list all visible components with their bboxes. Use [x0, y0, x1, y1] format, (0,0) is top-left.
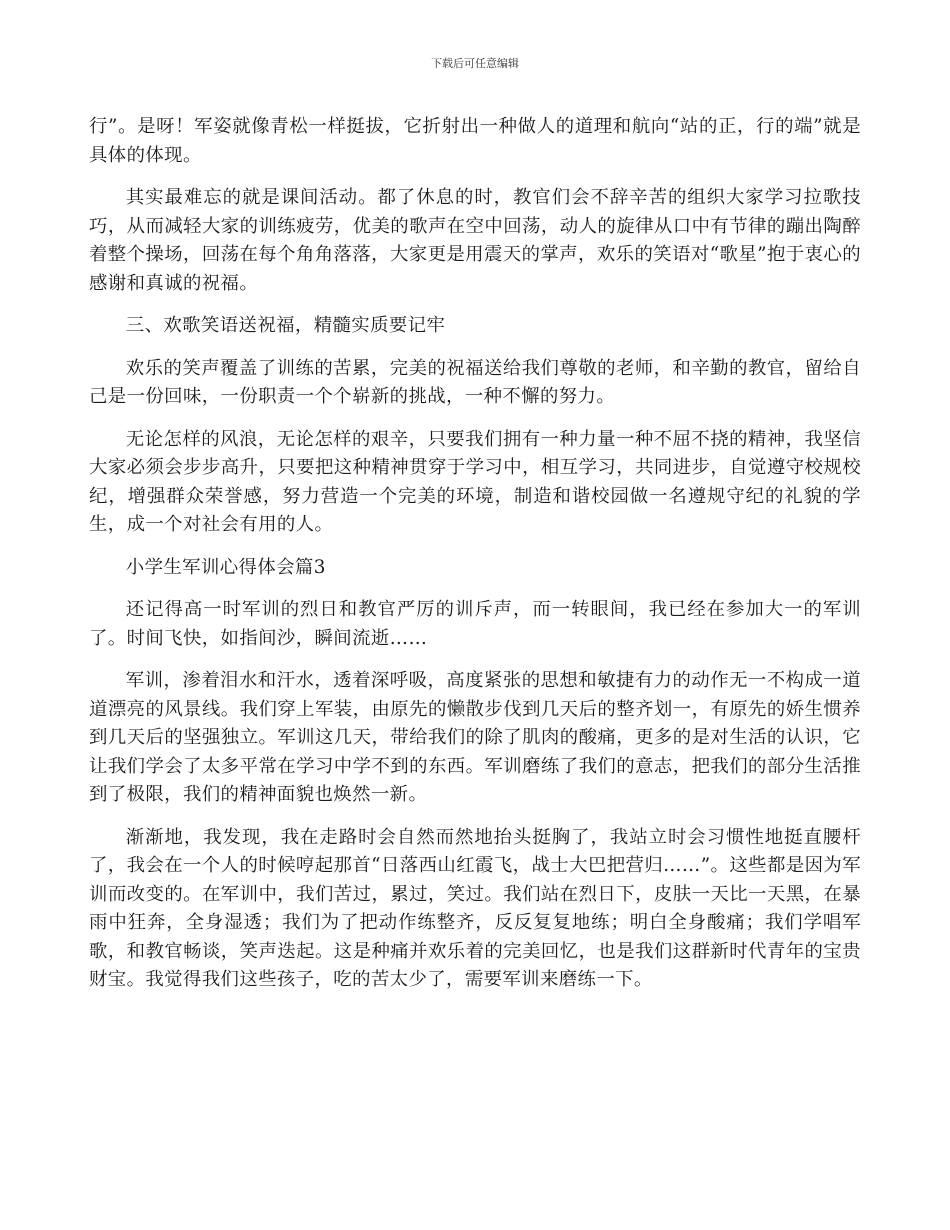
paragraph-2: 其实最难忘的就是课间活动。都了休息的时，教官们会不辞辛苦的组织大家学习拉歌技巧，从而减轻大家的训练疲劳，优美的歌声在空中回荡，动人的旋律从口中有节律的蹦出陶醉着整个操场，回荡在每个角角落落，大家更是用震天的掌声，欢乐的笑语对“歌星”抱于衷心的感谢和真诚的祝福。	[89, 187, 861, 294]
section-heading-3: 三、欢歌笑语送祝福，精髓实质要记牢	[125, 315, 446, 336]
paragraph-8: 军训，渗着泪水和汗水，透着深呼吸，高度紧张的思想和敏捷有力的动作无一不构成一道道漂亮的风景线。我们穿上军装，由原先的懒散步伐到几天后的整齐划一，有原先的娇生惯养到几天后的坚强独立。军训这几天，带给我们的除了肌肉的酸痛，更多的是对生活的认识，它让我们学会了太多平常在学习中学不到的东西。军训磨练了我们的意志，把我们的部分生活推到了极限，我们的精神面貌也焕然一新。	[89, 670, 861, 805]
article-title-3: 小学生军训心得体会篇3	[125, 556, 326, 578]
paragraph-9: 渐渐地，我发现，我在走路时会自然而然地抬头挺胸了，我站立时会习惯性地挺直腰杆了，我会在一个人的时候哼起那首“日落西山红霞飞，战士大巴把营归……”。这些都是因为军训而改变的。在军训中，我们苦过，累过，笑过。我们站在烈日下，皮肤一天比一天黑，在暴雨中狂奔，全身湿透；我们为了把动作练整齐，反反复复地练；明白全身酸痛；我们学唱军歌，和教官畅谈，笑声迭起。这是种痛并欢乐着的完美回忆，也是我们这群新时代青年的宝贵财宝。我觉得我们这些孩子，吃的苦太少了，需要军训来磨练一下。	[89, 826, 861, 990]
paragraph-7: 还记得高一时军训的烈日和教官严厉的训斥声，而一转眼间，我已经在参加大一的军训了。时间飞快，如指间沙，瞬间流逝……	[89, 599, 861, 649]
page-header-note: 下载后可任意编辑	[431, 57, 519, 70]
paragraph-1: 行”。是呀！军姿就像青松一样挺拔，它折射出一种做人的道理和航向“站的正，行的端”就是具体的体现。	[89, 116, 861, 166]
paragraph-5: 无论怎样的风浪，无论怎样的艰辛，只要我们拥有一种力量一种不屈不挠的精神，我坚信大家必须会步步高升，只要把这种精神贯穿于学习中，相互学习，共同进步，自觉遵守校规校纪，增强群众荣誉感，努力营造一个完美的环境，制造和谐校园做一名遵规守纪的礼貌的学生，成一个对社会有用的人。	[89, 428, 861, 535]
document-body	[89, 113, 861, 995]
paragraph-4: 欢乐的笑声覆盖了训练的苦累，完美的祝福送给我们尊敬的老师，和辛勤的教官，留给自己是一份回味，一份职责一个个崭新的挑战，一种不懈的努力。	[89, 357, 861, 407]
